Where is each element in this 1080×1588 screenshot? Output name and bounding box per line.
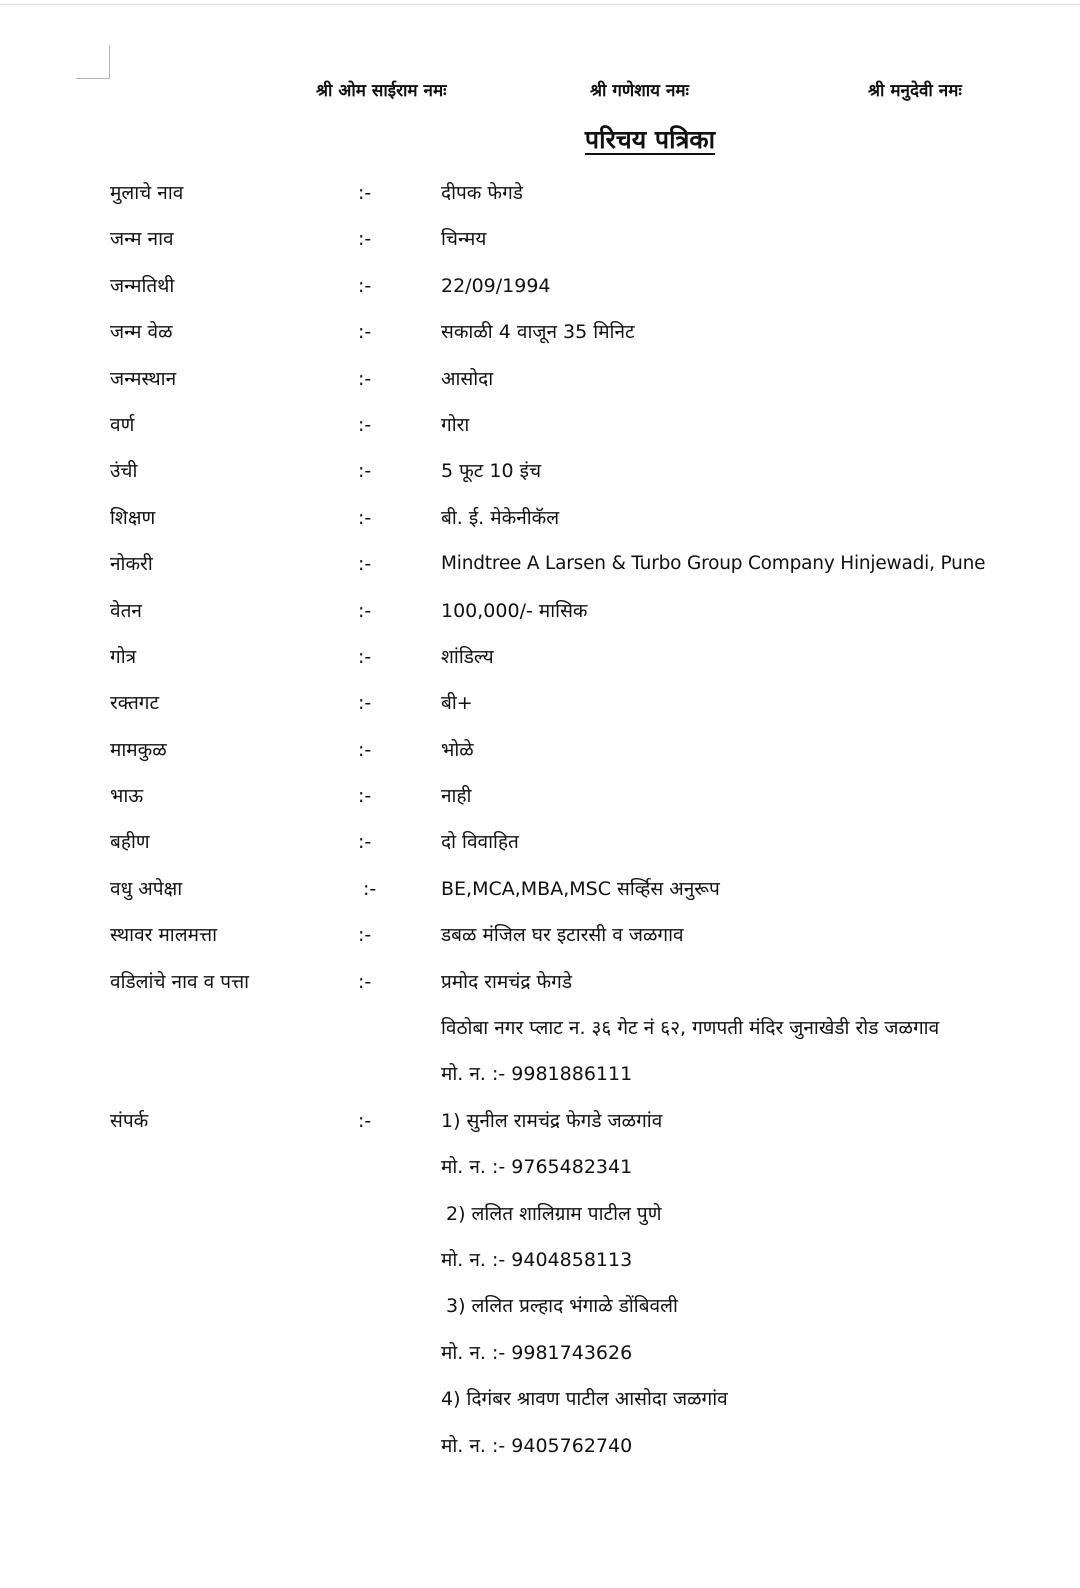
- row-label: जन्मतिथी: [110, 274, 175, 297]
- row-label: भाऊ: [110, 785, 144, 808]
- row-separator: :-: [363, 877, 377, 900]
- row-label: जन्म वेळ: [110, 321, 173, 344]
- row-contact-2-phone: [0, 1246, 1080, 1292]
- row-label: स्थावर मालमत्ता: [110, 924, 218, 947]
- row-separator: :-: [358, 413, 372, 436]
- row-separator: :-: [358, 367, 372, 390]
- row-salary: [0, 597, 1080, 643]
- row-value: बी. ई. मेकेनीकॅल: [441, 506, 560, 529]
- row-value: चिन्मय: [441, 228, 487, 251]
- row-value: भोळे: [441, 738, 474, 761]
- row-father-phone: [0, 1060, 1080, 1106]
- row-contact-1-phone: [0, 1153, 1080, 1199]
- row-value: मो. न. :- 9981886111: [441, 1063, 633, 1086]
- row-value: 1) सुनील रामचंद्र फेगडे जळगांव: [441, 1109, 663, 1132]
- row-birth-date: [0, 272, 1080, 318]
- row-separator: :-: [358, 738, 372, 761]
- row-label: मामकुळ: [110, 738, 167, 761]
- row-value: प्रमोद रामचंद्र फेगडे: [441, 970, 572, 993]
- row-height: [0, 457, 1080, 503]
- row-value: 2) ललित शालिग्राम पाटील पुणे: [446, 1202, 662, 1225]
- row-value: दीपक फेगडे: [441, 182, 523, 204]
- row-value: 100,000/- मासिक: [441, 599, 588, 622]
- row-sister: [0, 828, 1080, 874]
- row-contact-4: [0, 1385, 1080, 1431]
- row-contact-3-phone: [0, 1339, 1080, 1385]
- row-value: सकाळी 4 वाजून 35 मिनिट: [441, 321, 635, 344]
- row-separator: :-: [358, 228, 372, 251]
- row-label: वधु अपेक्षा: [110, 877, 183, 900]
- row-label: बहीण: [110, 831, 150, 854]
- row-value: डबळ मंजिल घर इटारसी व जळगाव: [441, 924, 684, 947]
- row-value: Mindtree A Larsen & Turbo Group Company Hinjewadi, Pune: [441, 553, 986, 575]
- row-label: उंची: [110, 460, 138, 483]
- row-separator: :-: [358, 553, 372, 576]
- row-separator: :-: [358, 599, 372, 622]
- row-separator: :-: [358, 692, 372, 715]
- invocation-header: [0, 78, 1080, 104]
- row-name: [0, 179, 1080, 225]
- invocation-right: श्री मनुदेवी नमः: [868, 81, 962, 101]
- row-father-address: [0, 1014, 1080, 1060]
- row-property: [0, 921, 1080, 967]
- row-value: दो विवाहित: [441, 831, 519, 854]
- invocation-left: श्री ओम साईराम नमः: [316, 81, 447, 101]
- row-blood-group: [0, 689, 1080, 735]
- row-value: नाही: [441, 785, 472, 808]
- row-value: बी+: [441, 692, 473, 715]
- row-value: BE,MCA,MBA,MSC सर्व्हिस अनुरूप: [441, 877, 720, 900]
- row-separator: :-: [358, 274, 372, 297]
- row-value: मो. न. :- 9981743626: [441, 1341, 633, 1364]
- row-value: मो. न. :- 9765482341: [441, 1156, 633, 1179]
- row-separator: :-: [358, 506, 372, 529]
- row-value: मो. न. :- 9404858113: [441, 1248, 633, 1271]
- invocation-center: श्री गणेशाय नमः: [590, 81, 689, 101]
- row-label: संपर्क: [110, 1109, 149, 1132]
- row-value: आसोदा: [441, 367, 494, 390]
- page-top-edge: [0, 0, 1080, 5]
- row-contact-4-phone: [0, 1432, 1080, 1478]
- row-bride-expectation: [0, 875, 1080, 921]
- row-label: वर्ण: [110, 413, 135, 436]
- row-separator: :-: [358, 785, 372, 808]
- row-maternal-family: [0, 736, 1080, 782]
- row-education: [0, 504, 1080, 550]
- row-gotra: [0, 643, 1080, 689]
- row-father: [0, 968, 1080, 1014]
- row-label: जन्मस्थान: [110, 367, 177, 390]
- page-title: परिचय पत्रिका: [584, 125, 716, 154]
- row-value: 5 फूट 10 इंच: [441, 460, 542, 483]
- row-separator: :-: [358, 645, 372, 668]
- row-label: नोकरी: [110, 553, 153, 576]
- row-value: विठोबा नगर प्लाट न. ३६ गेट नं ६२, गणपती मंदिर जुनाखेडी रोड जळगाव: [441, 1017, 940, 1040]
- row-label: वेतन: [110, 599, 142, 622]
- row-job: [0, 550, 1080, 596]
- row-label: गोत्र: [110, 645, 137, 668]
- row-label: जन्म नाव: [110, 228, 174, 251]
- row-value: गोरा: [441, 413, 470, 436]
- row-birth-time: [0, 318, 1080, 364]
- row-value: 22/09/1994: [441, 274, 551, 297]
- row-value: 3) ललित प्रल्हाद भंगाळे डोंबिवली: [446, 1295, 678, 1318]
- row-complexion: [0, 411, 1080, 457]
- row-value: मो. न. :- 9405762740: [441, 1434, 633, 1457]
- row-contact-2: [0, 1200, 1080, 1246]
- row-separator: :-: [358, 970, 372, 993]
- row-separator: :-: [358, 460, 372, 483]
- row-label: शिक्षण: [110, 506, 156, 529]
- row-separator: :-: [358, 831, 372, 854]
- row-separator: :-: [358, 321, 372, 344]
- row-label: रक्तगट: [110, 692, 160, 715]
- row-birth-place: [0, 365, 1080, 411]
- row-contact-3: [0, 1292, 1080, 1338]
- row-value: शांडिल्य: [441, 645, 494, 668]
- biodata-table: [0, 179, 1080, 1478]
- row-contact: [0, 1107, 1080, 1153]
- row-separator: :-: [358, 924, 372, 947]
- row-label: मुलाचे नाव: [110, 182, 184, 204]
- row-value: 4) दिगंबर श्रावण पाटील आसोदा जळगांव: [441, 1388, 728, 1411]
- row-label: वडिलांचे नाव व पत्ता: [110, 970, 250, 993]
- row-separator: :-: [358, 1109, 372, 1132]
- page-corner-mark: [76, 45, 110, 79]
- row-separator: :-: [358, 182, 372, 204]
- row-brother: [0, 782, 1080, 828]
- row-birth-name: [0, 225, 1080, 271]
